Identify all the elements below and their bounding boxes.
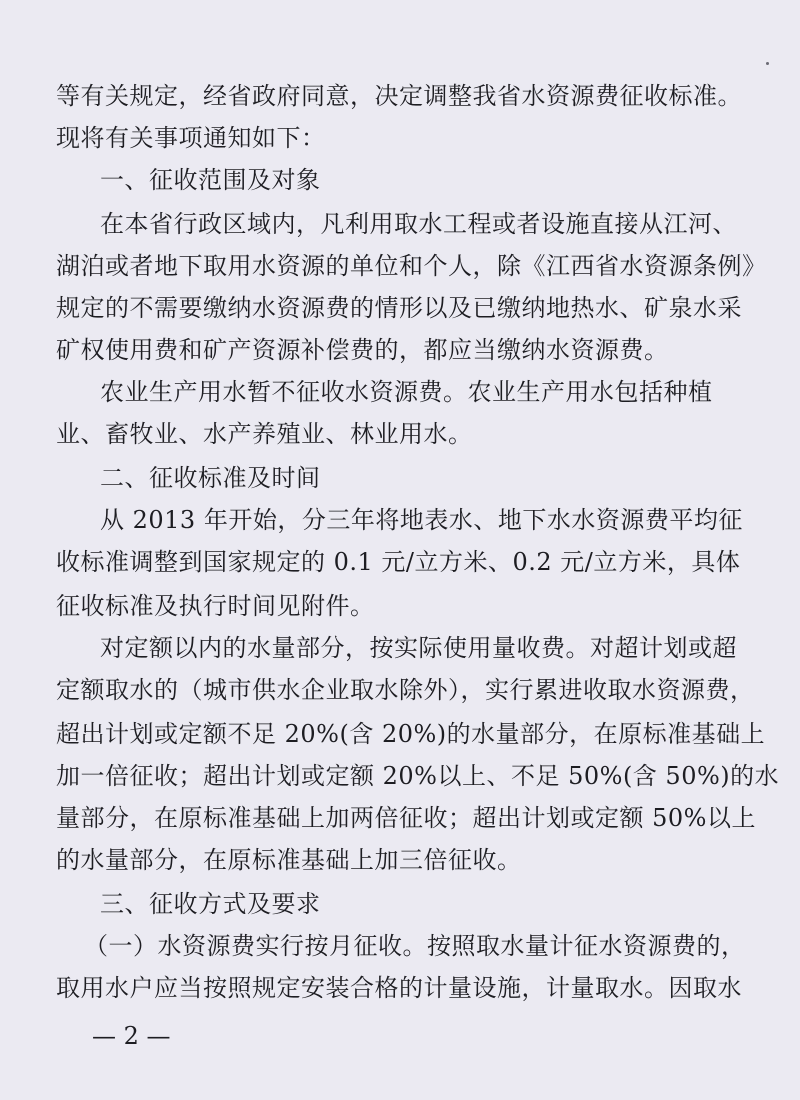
text-line: （一）水资源费实行按月征收。按照取水量计征水资源费的， — [84, 932, 746, 960]
text-line: 的水量部分，在原标准基础上加三倍征收。 — [56, 846, 522, 874]
text-line: 现将有关事项通知如下： — [56, 124, 326, 152]
text-line: 等有关规定，经省政府同意，决定调整我省水资源费征收标准。 — [56, 82, 742, 110]
text-line: 收标准调整到国家规定的 0.1 元/立方米、0.2 元/立方米，具体 — [56, 548, 741, 576]
text-line: 超出计划或定额不足 20%(含 20%)的水量部分，在原标准基础上 — [56, 720, 766, 748]
section-heading: 二、征收标准及时间 — [100, 464, 321, 492]
text-line: 征收标准及执行时间见附件。 — [56, 592, 375, 620]
section-heading: 三、征收方式及要求 — [100, 890, 321, 918]
text-line: 湖泊或者地下取用水资源的单位和个人，除《江西省水资源条例》 — [56, 252, 767, 280]
text-line: 农业生产用水暂不征收水资源费。农业生产用水包括种植 — [100, 378, 713, 406]
text-line: 从 2013 年开始，分三年将地表水、地下水水资源费平均征 — [100, 506, 743, 534]
section-heading: 一、征收范围及对象 — [100, 166, 321, 194]
text-line: 加一倍征收；超出计划或定额 20%以上、不足 50%(含 50%)的水 — [56, 762, 780, 790]
scan-speck — [766, 62, 769, 65]
text-line: 矿权使用费和矿产资源补偿费的，都应当缴纳水资源费。 — [56, 336, 669, 364]
text-line: 对定额以内的水量部分，按实际使用量收费。对超计划或超 — [100, 634, 737, 662]
text-line: 量部分，在原标准基础上加两倍征收；超出计划或定额 50%以上 — [56, 804, 756, 832]
text-line: 业、畜牧业、水产养殖业、林业用水。 — [56, 420, 473, 448]
text-line: 定额取水的（城市供水企业取水除外），实行累进收取水资源费， — [56, 676, 755, 704]
text-line: 取用水户应当按照规定安装合格的计量设施，计量取水。因取水 — [56, 974, 742, 1002]
text-line: 规定的不需要缴纳水资源费的情形以及已缴纳地热水、矿泉水采 — [56, 294, 742, 322]
page-number: — 2 — — [92, 1022, 171, 1050]
text-line: 在本省行政区域内，凡利用取水工程或者设施直接从江河、 — [100, 210, 737, 238]
